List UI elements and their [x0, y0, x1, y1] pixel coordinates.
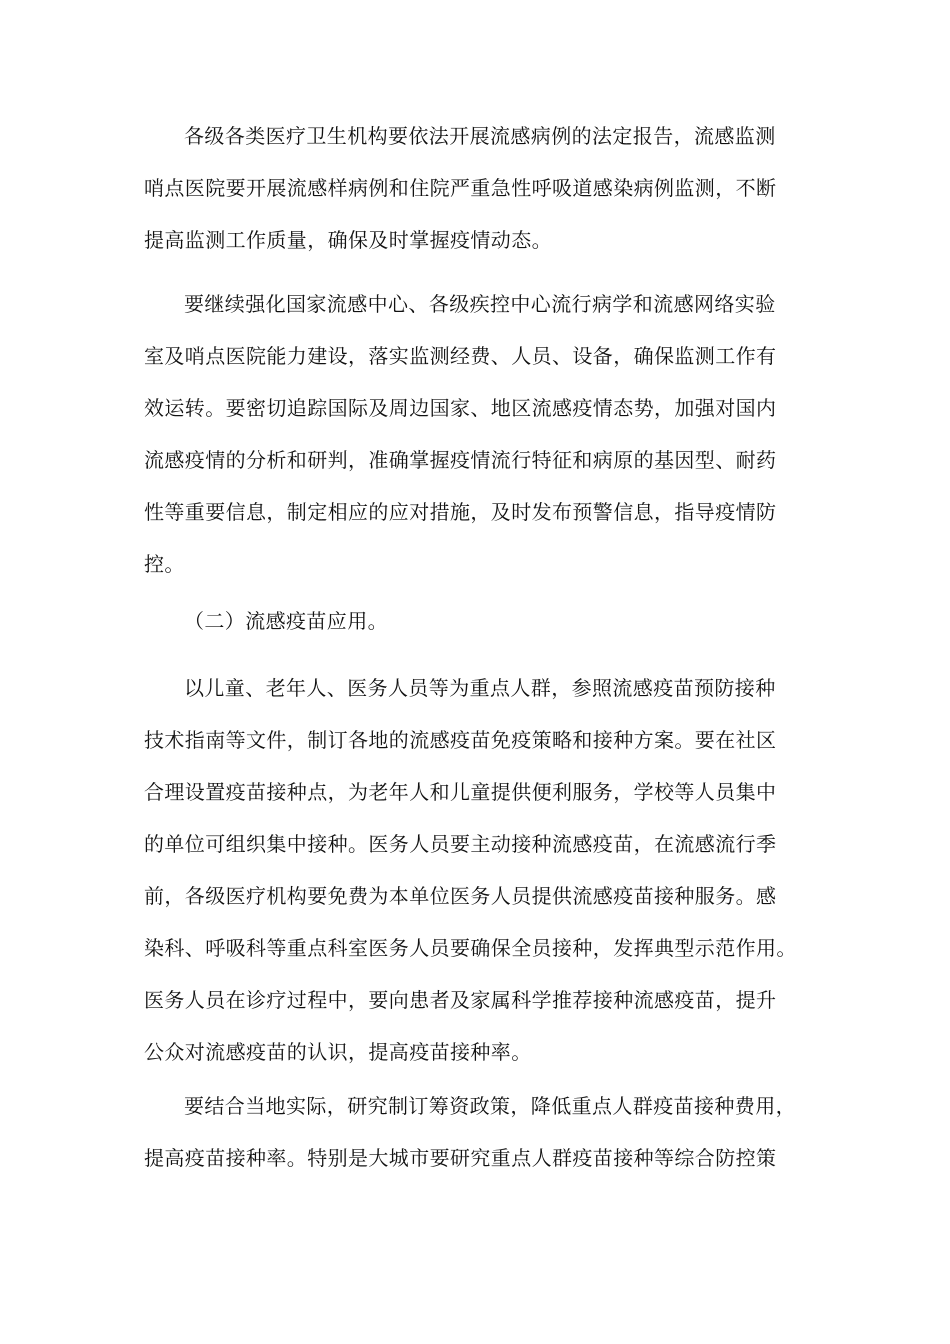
section-heading: [144, 595, 809, 647]
text-line: 要继续强化国家流感中心、各级疾控中心流行病学和流感网络实验: [184, 292, 776, 316]
text-line: 合理设置疫苗接种点，为老年人和儿童提供便利服务，学校等人员集中: [144, 780, 777, 804]
text-line: 公众对流感疫苗的认识，提高疫苗接种率。: [144, 1040, 532, 1064]
paragraph-vaccine-application: [144, 662, 809, 1078]
text-line: 要结合当地实际，研究制订筹资政策，降低重点人群疫苗接种费用，: [184, 1094, 796, 1118]
text-line: 控。: [144, 552, 185, 576]
text-line: 提高监测工作质量，确保及时掌握疫情动态。: [144, 228, 552, 252]
section-heading-text: （二）流感疫苗应用。: [184, 609, 388, 633]
text-line: 染科、呼吸科等重点科室医务人员要确保全员接种，发挥典型示范作用。: [144, 936, 797, 960]
text-line: 医务人员在诊疗过程中，要向患者及家属科学推荐接种流感疫苗，提升: [144, 988, 777, 1012]
text-line: 流感疫情的分析和研判，准确掌握疫情流行特征和病原的基因型、耐药: [144, 448, 777, 472]
paragraph-capacity-building: [144, 278, 809, 590]
text-line: 效运转。要密切追踪国际及周边国家、地区流感疫情态势，加强对国内: [144, 396, 777, 420]
paragraph-funding-policy: [144, 1080, 809, 1184]
text-line: 的单位可组织集中接种。医务人员要主动接种流感疫苗，在流感流行季: [144, 832, 777, 856]
text-line: 哨点医院要开展流感样病例和住院严重急性呼吸道感染病例监测，不断: [144, 176, 777, 200]
text-line: 以儿童、老年人、医务人员等为重点人群，参照流感疫苗预防接种: [184, 676, 776, 700]
text-line: 各级各类医疗卫生机构要依法开展流感病例的法定报告，流感监测: [184, 124, 776, 148]
text-line: 提高疫苗接种率。特别是大城市要研究重点人群疫苗接种等综合防控策: [144, 1146, 777, 1170]
text-line: 前，各级医疗机构要免费为本单位医务人员提供流感疫苗接种服务。感: [144, 884, 777, 908]
text-line: 室及哨点医院能力建设，落实监测经费、人员、设备，确保监测工作有: [144, 344, 777, 368]
paragraph-surveillance-reporting: [144, 110, 809, 266]
text-line: 性等重要信息，制定相应的应对措施，及时发布预警信息，指导疫情防: [144, 500, 777, 524]
text-line: 技术指南等文件，制订各地的流感疫苗免疫策略和接种方案。要在社区: [144, 728, 777, 752]
